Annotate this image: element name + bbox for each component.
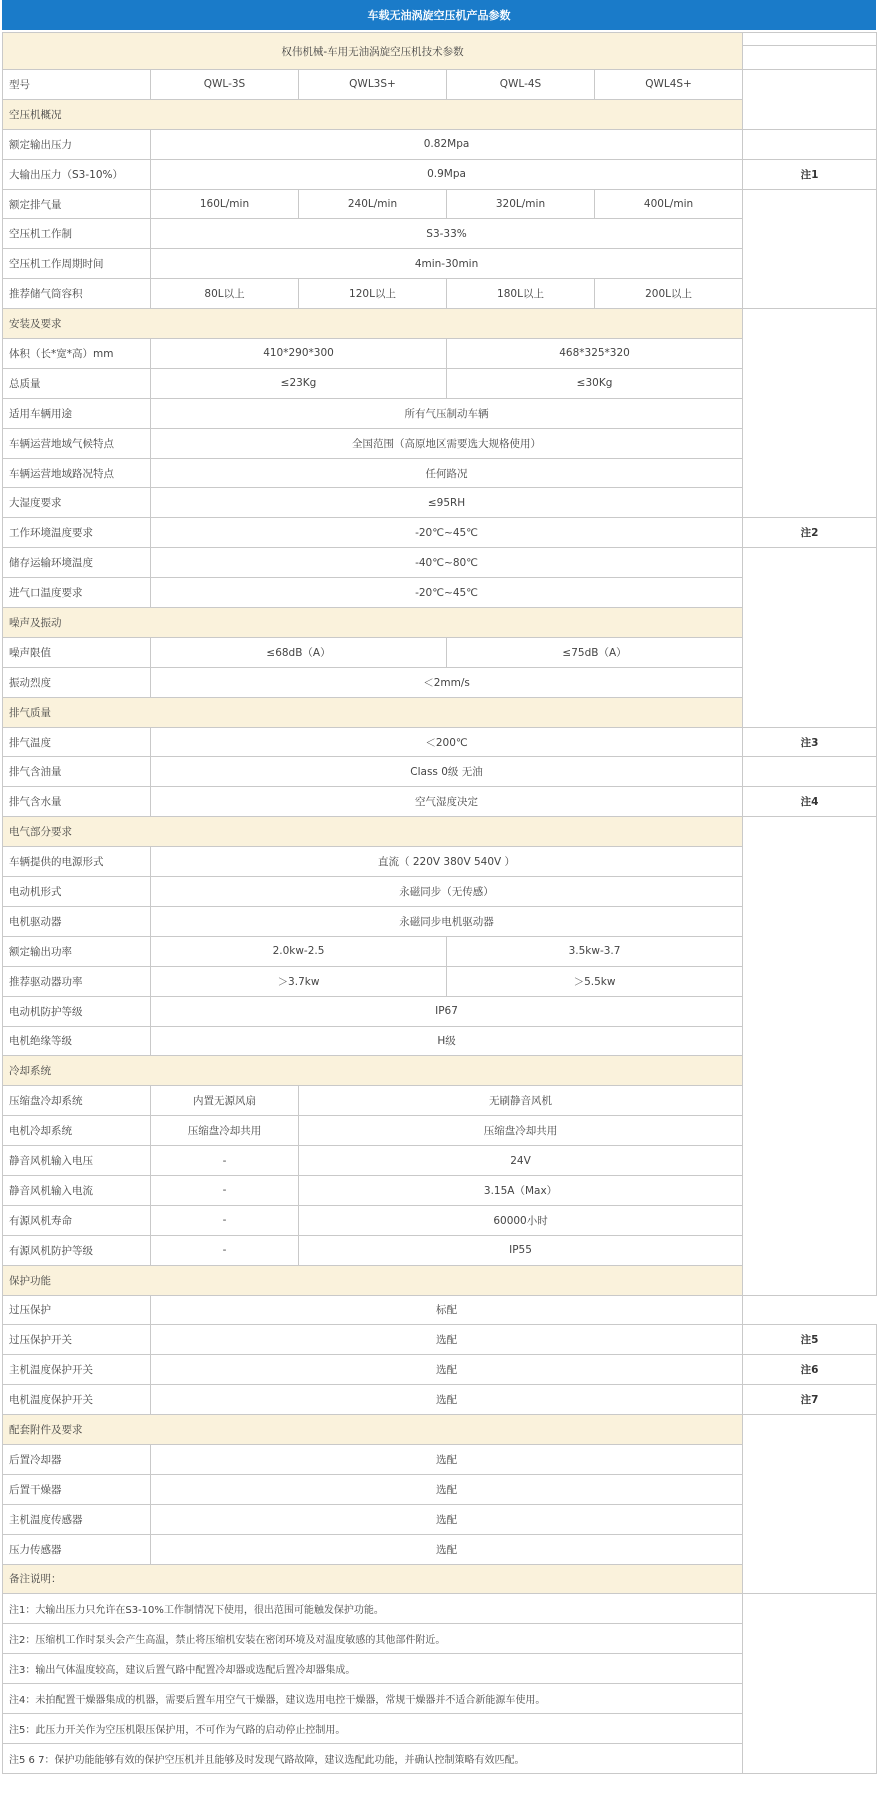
row-value: 全国范围（高原地区需要选大规格使用） — [151, 428, 743, 458]
row-label: 大输出压力（S3-10%） — [3, 159, 151, 189]
model-name: QWL-3S — [151, 70, 299, 100]
row-label: 过压保护开关 — [3, 1325, 151, 1355]
note-cell — [743, 817, 877, 1295]
note-cell: 注6 — [743, 1355, 877, 1385]
row-value: Class 0级 无油 — [151, 757, 743, 787]
row-value: 直流（ 220V 380V 540V ） — [151, 847, 743, 877]
row-label: 电机绝缘等级 — [3, 1026, 151, 1056]
row-label: 噪声限值 — [3, 637, 151, 667]
note-cell: 注2 — [743, 518, 877, 548]
note-cell — [743, 757, 877, 787]
row-value: - — [151, 1146, 299, 1176]
row-value: -20℃~45℃ — [151, 578, 743, 608]
remark-text: 注5：此压力开关作为空压机限压保护用，不可作为气路的启动停止控制用。 — [3, 1713, 743, 1743]
row-value: 选配 — [151, 1444, 743, 1474]
row-label: 适用车辆用途 — [3, 398, 151, 428]
row-value: ＞5.5kw — [447, 966, 743, 996]
row-label: 额定排气量 — [3, 189, 151, 219]
row-value: 24V — [299, 1146, 743, 1176]
row-label: 电机温度保护开关 — [3, 1385, 151, 1415]
note-cell: 注5 — [743, 1325, 877, 1355]
row-value: 选配 — [151, 1534, 743, 1564]
row-value: 240L/min — [299, 189, 447, 219]
row-label: 型号 — [3, 70, 151, 100]
row-value: -40℃~80℃ — [151, 548, 743, 578]
note-cell — [743, 1415, 877, 1594]
remark-text: 注2：压缩机工作时泵头会产生高温，禁止将压缩机安装在密闭环境及对温度敏感的其他部件附近。 — [3, 1624, 743, 1654]
row-value: 60000小时 — [299, 1205, 743, 1235]
row-value: 0.9Mpa — [151, 159, 743, 189]
note-cell — [743, 129, 877, 159]
remark-text: 注5 6 7：保护功能能够有效的保护空压机并且能够及时发现气路故障，建议选配此功能，并确认控制策略有效匹配。 — [3, 1743, 743, 1773]
row-label: 后置干燥器 — [3, 1474, 151, 1504]
row-value: 选配 — [151, 1474, 743, 1504]
row-value: 压缩盘冷却共用 — [151, 1116, 299, 1146]
note-cell — [743, 548, 877, 727]
row-value: 无刷静音风机 — [299, 1086, 743, 1116]
row-value: 选配 — [151, 1504, 743, 1534]
row-value: 永磁同步（无传感） — [151, 877, 743, 907]
table-row — [3, 1385, 877, 1415]
row-label: 进气口温度要求 — [3, 578, 151, 608]
remark-text: 注3：输出气体温度较高，建议后置气路中配置冷却器或选配后置冷却器集成。 — [3, 1654, 743, 1684]
section-title: 噪声及振动 — [3, 608, 743, 638]
row-label: 主机温度保护开关 — [3, 1355, 151, 1385]
row-label: 排气温度 — [3, 727, 151, 757]
row-label: 有源风机寿命 — [3, 1205, 151, 1235]
row-label: 额定输出压力 — [3, 129, 151, 159]
page-title: 车载无油涡旋空压机产品参数 — [2, 0, 876, 30]
row-label: 电动机形式 — [3, 877, 151, 907]
note-cell — [743, 309, 877, 518]
remark-row — [3, 1594, 877, 1624]
note-cell: 注7 — [743, 1385, 877, 1415]
row-label: 有源风机防护等级 — [3, 1235, 151, 1265]
remark-text: 注4：未拍配置干燥器集成的机器，需要后置车用空气干燥器，建议选用电控干燥器，常规干燥器并不适合新能源车使用。 — [3, 1684, 743, 1714]
row-value: - — [151, 1205, 299, 1235]
row-label: 排气含油量 — [3, 757, 151, 787]
table-row — [3, 1325, 877, 1355]
row-value: ≤68dB（A） — [151, 637, 447, 667]
section-title: 排气质量 — [3, 697, 743, 727]
row-value: 空气湿度决定 — [151, 787, 743, 817]
row-value: 3.15A（Max） — [299, 1175, 743, 1205]
row-label: 静音风机输入电流 — [3, 1175, 151, 1205]
section-header — [3, 1415, 877, 1445]
row-label: 过压保护 — [3, 1295, 151, 1325]
row-label: 工作环境温度要求 — [3, 518, 151, 548]
table-row — [3, 787, 877, 817]
row-value: 4min-30min — [151, 249, 743, 279]
row-label: 空压机工作周期时间 — [3, 249, 151, 279]
note-cell — [743, 189, 877, 309]
row-value: - — [151, 1235, 299, 1265]
note-cell: 注1 — [743, 159, 877, 189]
row-label: 电动机防护等级 — [3, 996, 151, 1026]
spec-table — [2, 32, 877, 1774]
table-caption: 权伟机械-车用无油涡旋空压机技术参数 — [3, 33, 743, 70]
row-label: 压缩盘冷却系统 — [3, 1086, 151, 1116]
row-value: 2.0kw-2.5 — [151, 936, 447, 966]
row-value: 0.82Mpa — [151, 129, 743, 159]
row-value: ＞3.7kw — [151, 966, 447, 996]
table-row — [3, 159, 877, 189]
row-value: 内置无源风扇 — [151, 1086, 299, 1116]
row-label: 排气含水量 — [3, 787, 151, 817]
model-name: QWL4S+ — [595, 70, 743, 100]
row-value: 永磁同步电机驱动器 — [151, 906, 743, 936]
blank-cell — [743, 33, 877, 46]
row-label: 空压机工作制 — [3, 219, 151, 249]
table-row — [3, 548, 877, 578]
section-title: 空压机概况 — [3, 99, 743, 129]
row-label: 推荐储气筒容积 — [3, 279, 151, 309]
section-title: 保护功能 — [3, 1265, 743, 1295]
row-label: 车辆运营地域气候特点 — [3, 428, 151, 458]
row-label: 总质量 — [3, 368, 151, 398]
row-label: 主机温度传感器 — [3, 1504, 151, 1534]
row-value: S3-33% — [151, 219, 743, 249]
table-row — [3, 518, 877, 548]
row-value: ＜200℃ — [151, 727, 743, 757]
row-value: 410*290*300 — [151, 339, 447, 369]
row-value: 选配 — [151, 1325, 743, 1355]
row-value: 180L以上 — [447, 279, 595, 309]
row-value: 160L/min — [151, 189, 299, 219]
row-value: ＜2mm/s — [151, 667, 743, 697]
table-row — [3, 70, 877, 100]
row-value: 压缩盘冷却共用 — [299, 1116, 743, 1146]
table-row — [3, 33, 877, 46]
section-title: 备注说明： — [3, 1564, 743, 1594]
remark-text: 注1：大输出压力只允许在S3-10%工作制情况下使用，很出范围可能触发保护功能。 — [3, 1594, 743, 1624]
row-value: 400L/min — [595, 189, 743, 219]
table-row — [3, 727, 877, 757]
model-name: QWL-4S — [447, 70, 595, 100]
row-label: 压力传感器 — [3, 1534, 151, 1564]
section-title: 配套附件及要求 — [3, 1415, 743, 1445]
row-label: 储存运输环境温度 — [3, 548, 151, 578]
model-name: QWL3S+ — [299, 70, 447, 100]
row-value: ≤30Kg — [447, 368, 743, 398]
table-row — [3, 189, 877, 219]
section-title: 冷却系统 — [3, 1056, 743, 1086]
section-header — [3, 309, 877, 339]
note-cell: 注4 — [743, 787, 877, 817]
note-cell — [743, 1594, 877, 1773]
row-value: IP67 — [151, 996, 743, 1026]
table-row — [3, 1295, 877, 1325]
row-value: 选配 — [151, 1385, 743, 1415]
row-value: IP55 — [299, 1235, 743, 1265]
row-value: 所有气压制动车辆 — [151, 398, 743, 428]
row-value: H级 — [151, 1026, 743, 1056]
row-label: 后置冷却器 — [3, 1444, 151, 1474]
row-value: ≤75dB（A） — [447, 637, 743, 667]
row-value: 标配 — [151, 1295, 743, 1325]
section-title: 安装及要求 — [3, 309, 743, 339]
row-value: 320L/min — [447, 189, 595, 219]
row-label: 体积（长*宽*高）mm — [3, 339, 151, 369]
blank-cell — [743, 46, 877, 70]
row-value: 任何路况 — [151, 458, 743, 488]
row-value: ≤23Kg — [151, 368, 447, 398]
row-label: 振动烈度 — [3, 667, 151, 697]
row-value: ≤95RH — [151, 488, 743, 518]
row-label: 静音风机输入电压 — [3, 1146, 151, 1176]
row-label: 电机冷却系统 — [3, 1116, 151, 1146]
blank-cell — [743, 70, 877, 130]
table-row — [3, 129, 877, 159]
row-value: 80L以上 — [151, 279, 299, 309]
row-value: 选配 — [151, 1355, 743, 1385]
row-value: 120L以上 — [299, 279, 447, 309]
row-label: 车辆提供的电源形式 — [3, 847, 151, 877]
table-row — [3, 1355, 877, 1385]
row-label: 额定输出功率 — [3, 936, 151, 966]
row-value: 200L以上 — [595, 279, 743, 309]
section-title: 电气部分要求 — [3, 817, 743, 847]
row-value: 468*325*320 — [447, 339, 743, 369]
row-value: 3.5kw-3.7 — [447, 936, 743, 966]
note-cell: 注3 — [743, 727, 877, 757]
row-label: 电机驱动器 — [3, 906, 151, 936]
table-row — [3, 757, 877, 787]
row-label: 大湿度要求 — [3, 488, 151, 518]
row-value: - — [151, 1175, 299, 1205]
section-header — [3, 817, 877, 847]
row-label: 推荐驱动器功率 — [3, 966, 151, 996]
row-label: 车辆运营地域路况特点 — [3, 458, 151, 488]
row-value: -20℃~45℃ — [151, 518, 743, 548]
